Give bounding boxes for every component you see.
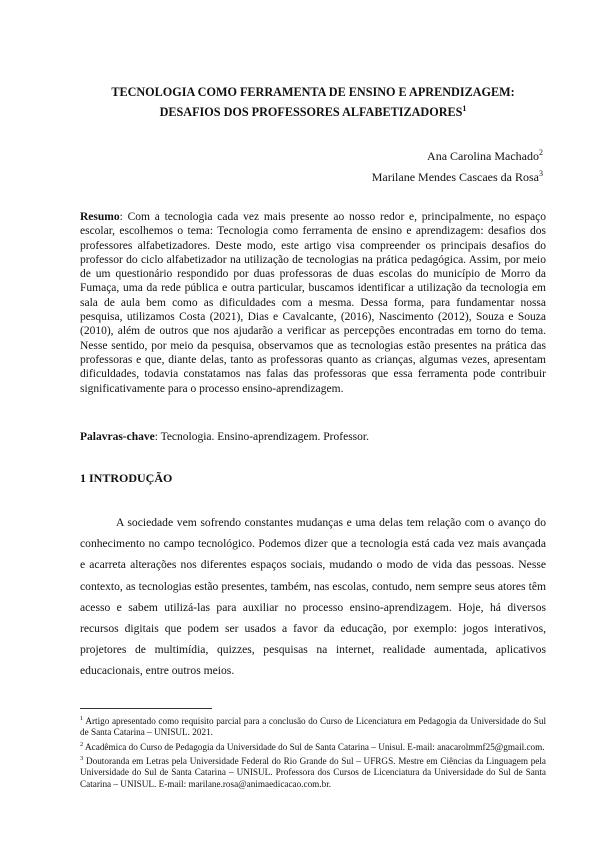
footnote-3	[80, 753, 546, 790]
author-2-name: Marilane Mendes Cascaes da Rosa	[371, 170, 539, 184]
author-1-name: Ana Carolina Machado	[427, 149, 539, 163]
title-line-1: TECNOLOGIA COMO FERRAMENTA DE ENSINO E APRENDIZAGEM:	[111, 85, 515, 99]
keywords	[80, 430, 546, 445]
author-1	[372, 146, 543, 167]
abstract-label: Resumo	[80, 211, 120, 223]
footnote-2-text: Acadêmica do Curso de Pedagogia da Universidade do Sul de Santa Catarina – Unisul. E-mail: anacarolmmf25@gmail.com.	[83, 741, 545, 752]
title-footnote-ref: 1	[462, 103, 467, 113]
footnotes	[80, 713, 546, 790]
keywords-text: : Tecnologia. Ensino-aprendizagem. Professor.	[154, 431, 369, 443]
footnote-1	[80, 713, 546, 739]
footnote-1-number: 1	[80, 715, 84, 722]
title-line-2-text: DESAFIOS DOS PROFESSORES ALFABETIZADORES	[159, 105, 463, 119]
footnote-divider	[80, 708, 212, 709]
footnote-2	[80, 739, 546, 753]
footnote-3-number: 3	[80, 755, 84, 763]
footnote-2-number: 2	[80, 740, 84, 748]
footnote-3-text: Doutoranda em Letras pela Universidade Federal do Rio Grande do Sul – UFRGS. Mestre em Ciências da Linguagem pela Universidade do Sul de Santa Catarina – UNISUL. Professora dos Cursos de Licenciatura da Universidade do Sul de Santa Catarina – UNISUL. E-mail: marilane.rosa@animaedicacao.com.br.	[80, 756, 546, 789]
title-line-2	[80, 102, 546, 122]
abstract	[80, 210, 546, 396]
section-heading-introduction: 1 INTRODUÇÃO	[80, 471, 173, 485]
abstract-text: : Com a tecnologia cada vez mais presente ao nosso redor e, principalmente, no espaço escolar, escolhemos o tema: Tecnologia como ferramenta de ensino e aprendizagem: desafios dos professores alfabetizadores. Deste modo, este artigo visa compreender os principais desafios do professor do ciclo alfabetizador na utilização de tecnologias na prática pedagógica. Assim, por meio de um questionário respondido por duas professoras de duas escolas do município de Morro da Fumaça, uma da rede pública e outra particular, buscamos identificar a utilização da tecnologia em sala de aula bem como as dificuldades com a mesma. Dessa forma, para fundamentar nossa pesquisa, utilizamos Costa (2021), Dias e Cavalcante, (2016), Nascimento (2012), Souza e Souza (2010), além de outros que nos ajudarão a verificar as percepções encontradas em torno do tema. Nesse sentido, por meio da pesquisa, observamos que as tecnologias estão presentes na prática das professoras e que, diante delas, tanto as professoras quanto as crianças, algumas vezes, apresentam dificuldades, todavia constatamos nas falas das professoras que essa ferramenta pode contribuir significativamente para o processo ensino-aprendizagem.	[80, 211, 546, 395]
author-2-footnote-ref: 3	[539, 169, 543, 178]
keywords-label: Palavras-chave	[80, 431, 155, 443]
footnote-1-text: Artigo apresentado como requisito parcial para a conclusão do Curso de Licenciatura em Pedagogia da Universidade do Sul de Santa Catarina – UNISUL. 2021.	[80, 716, 546, 738]
paper-title	[80, 82, 546, 122]
author-list	[372, 146, 543, 188]
intro-paragraph: A sociedade vem sofrendo constantes mudanças e uma delas tem relação com o avanço do conhecimento no campo tecnológico. Podemos dizer que a tecnologia está cada vez mais avançada e acarreta alterações nos diferentes espaços sociais, mudando o modo de vida das pessoas. Nesse contexto, as tecnologias estão presentes, também, nas escolas, contudo, nem sempre seus atores têm acesso e sabem utilizá-las para auxiliar no processo ensino-aprendizagem. Hoje, há diversos recursos digitais que podem ser usados a favor da educação, por exemplo: jogos interativos, projetores de multimídia, quizzes, pesquisas na internet, realidade aumentada, aplicativos educacionais, entre outros meios.	[80, 516, 546, 678]
author-2	[372, 167, 543, 188]
author-1-footnote-ref: 2	[539, 148, 543, 157]
